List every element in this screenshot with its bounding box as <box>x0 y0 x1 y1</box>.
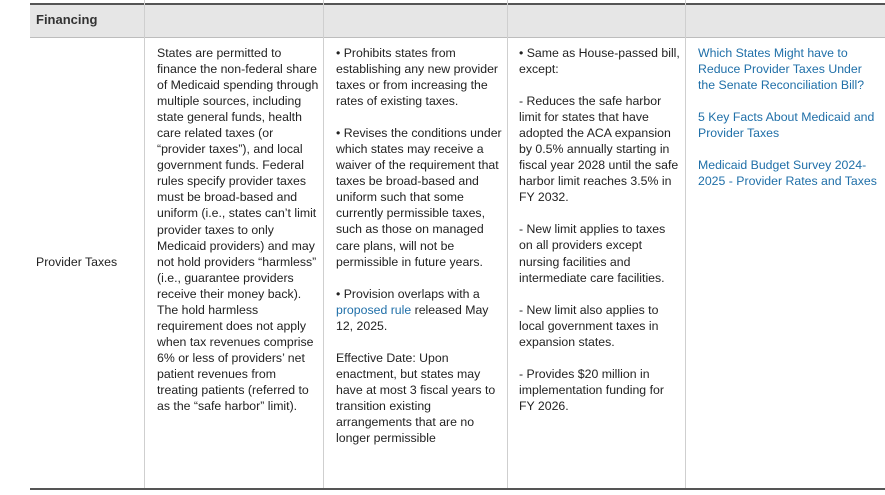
proposed-rule-link[interactable]: proposed rule <box>336 302 412 317</box>
senate-bill-point-2: - Reduces the safe harbor limit for states that have adopted the ACA expansion by 0.5% annually starting in fiscal year 2028 until the safe harbor limit reaches 3.5% in FY 2032. <box>519 94 679 205</box>
senate-bill-cell <box>519 45 682 414</box>
resource-link-key-facts[interactable]: 5 Key Facts About Medicaid and Provider Taxes <box>698 110 875 141</box>
house-bill-effective-date: Effective Date: Upon enactment, but states may have at most 3 fiscal years to transition existing arrangements that are no longer permissible <box>336 350 496 445</box>
senate-bill-point-5: - Provides $20 million in implementation funding for FY 2026. <box>519 366 664 413</box>
table-bottom-rule <box>30 488 885 490</box>
comparison-table <box>30 0 885 495</box>
row-label-provider-taxes: Provider Taxes <box>36 255 118 269</box>
house-bill-point-3-text: • Provision overlaps with a <box>336 286 480 301</box>
current-law-cell <box>157 45 319 414</box>
resource-link-senate-provider-taxes[interactable]: Which States Might have to Reduce Provider Taxes Under the Senate Reconciliation Bill? <box>698 46 865 93</box>
section-header-row <box>30 5 885 38</box>
resource-link-budget-survey[interactable]: Medicaid Budget Survey 2024-2025 - Provider Rates and Taxes <box>698 158 877 189</box>
column-divider <box>144 0 145 490</box>
house-bill-cell <box>336 45 504 446</box>
section-title: Financing <box>36 12 98 27</box>
column-divider <box>685 0 686 490</box>
senate-bill-point-3: - New limit applies to taxes on all providers except nursing facilities and intermediate care facilities. <box>519 222 666 285</box>
current-law-text: States are permitted to finance the non-federal share of Medicaid spending through multiple sources, including state general funds, health care related taxes (or “provider taxes”), and local government funds. Federal rules specify provider taxes must be broad-based and uniform (i.e., states can’t limit provider taxes to only Medicaid providers) and may not hold providers “harmless” (i.e., guarantee providers receive their money back). The hold harmless requirement does not apply when tax revenues comprise 6% or less of providers’ net patient revenues from treating patients (referred to as the “safe harbor” limit). <box>157 46 319 414</box>
resources-cell <box>698 45 880 205</box>
column-divider <box>323 0 324 490</box>
house-bill-point-1: • Prohibits states from establishing any new provider taxes or from increasing the rates of existing taxes. <box>336 46 499 109</box>
house-bill-point-3-text-end: released May 12, 2025. <box>336 302 489 333</box>
senate-bill-point-4: - New limit also applies to local government taxes in expansion states. <box>519 302 659 349</box>
column-divider <box>507 0 508 490</box>
senate-bill-point-1: • Same as House-passed bill, except: <box>519 46 680 77</box>
house-bill-point-3 <box>336 286 504 334</box>
house-bill-point-2: • Revises the conditions under which states may receive a waiver of the requirement that taxes be broad-based and uniform such that some currently permissible taxes, such as those on managed care plans, will not be permissible in future years. <box>336 126 502 269</box>
